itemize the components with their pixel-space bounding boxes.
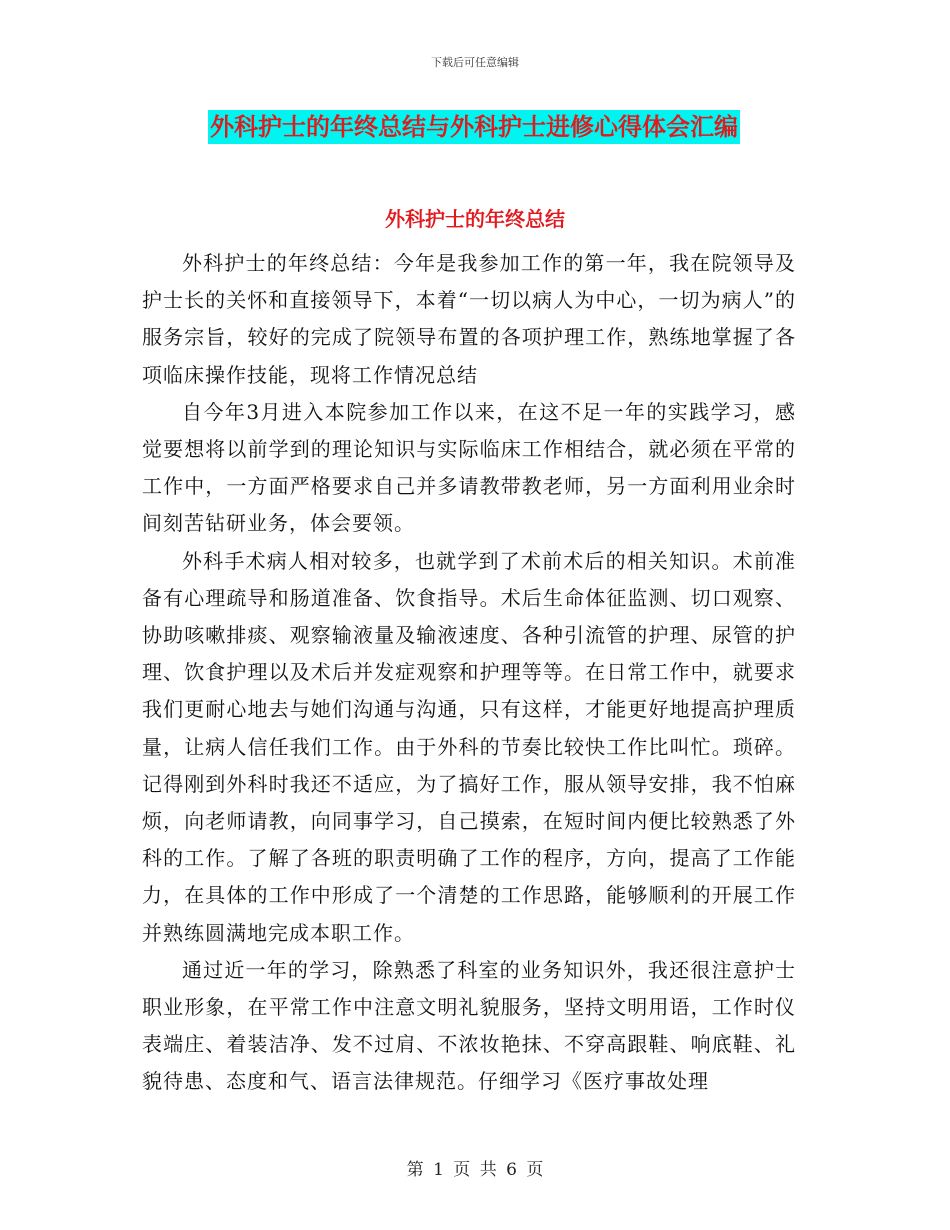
body-text xyxy=(142,245,796,1101)
document-title: 外科护士的年终总结与外科护士进修心得体会汇编 xyxy=(208,110,740,144)
section-title: 外科护士的年终总结 xyxy=(385,207,565,231)
paragraph: 自今年3月进入本院参加工作以来，在这不足一年的实践学习，感觉要想将以前学到的理论知识与实际临床工作相结合，就必须在平常的工作中，一方面严格要求自己并多请教带教老师，另一方面利用业余时间刻苦钻研业务，体会要领。 xyxy=(142,399,796,536)
paragraph: 外科手术病人相对较多，也就学到了术前术后的相关知识。术前准备有心理疏导和肠道准备、饮食指导。术后生命体征监测、切口观察、协助咳嗽排痰、观察输液量及输液速度、各种引流管的护理、尿管的护理、饮食护理以及术后并发症观察和护理等等。在日常工作中，就要求我们更耐心地去与她们沟通与沟通，只有这样，才能更好地提高护理质量，让病人信任我们工作。由于外科的节奏比较快工作比叫忙。琐碎。记得刚到外科时我还不适应，为了搞好工作，服从领导安排，我不怕麻烦，向老师请教，向同事学习，自己摸索，在短时间内便比较熟悉了外科的工作。了解了各班的职责明确了工作的程序，方向，提高了工作能力，在具体的工作中形成了一个清楚的工作思路，能够顺利的开展工作并熟练圆满地完成本职工作。 xyxy=(142,548,796,945)
paragraph: 通过近一年的学习，除熟悉了科室的业务知识外，我还很注意护士职业形象，在平常工作中注意文明礼貌服务，坚持文明用语，工作时仪表端庄、着装洁净、发不过肩、不浓妆艳抹、不穿高跟鞋、响底鞋、礼貌待患、态度和气、语言法律规范。仔细学习《医疗事故处理 xyxy=(142,957,796,1094)
header-note: 下载后可任意编辑 xyxy=(431,56,519,69)
page-number: 第 1 页 共 6 页 xyxy=(406,1160,544,1180)
paragraph: 外科护士的年终总结：今年是我参加工作的第一年，我在院领导及护士长的关怀和直接领导下，本着“一切以病人为中心，一切为病人”的服务宗旨，较好的完成了院领导布置的各项护理工作，熟练地掌握了各项临床操作技能，现将工作情况总结 xyxy=(142,251,796,387)
